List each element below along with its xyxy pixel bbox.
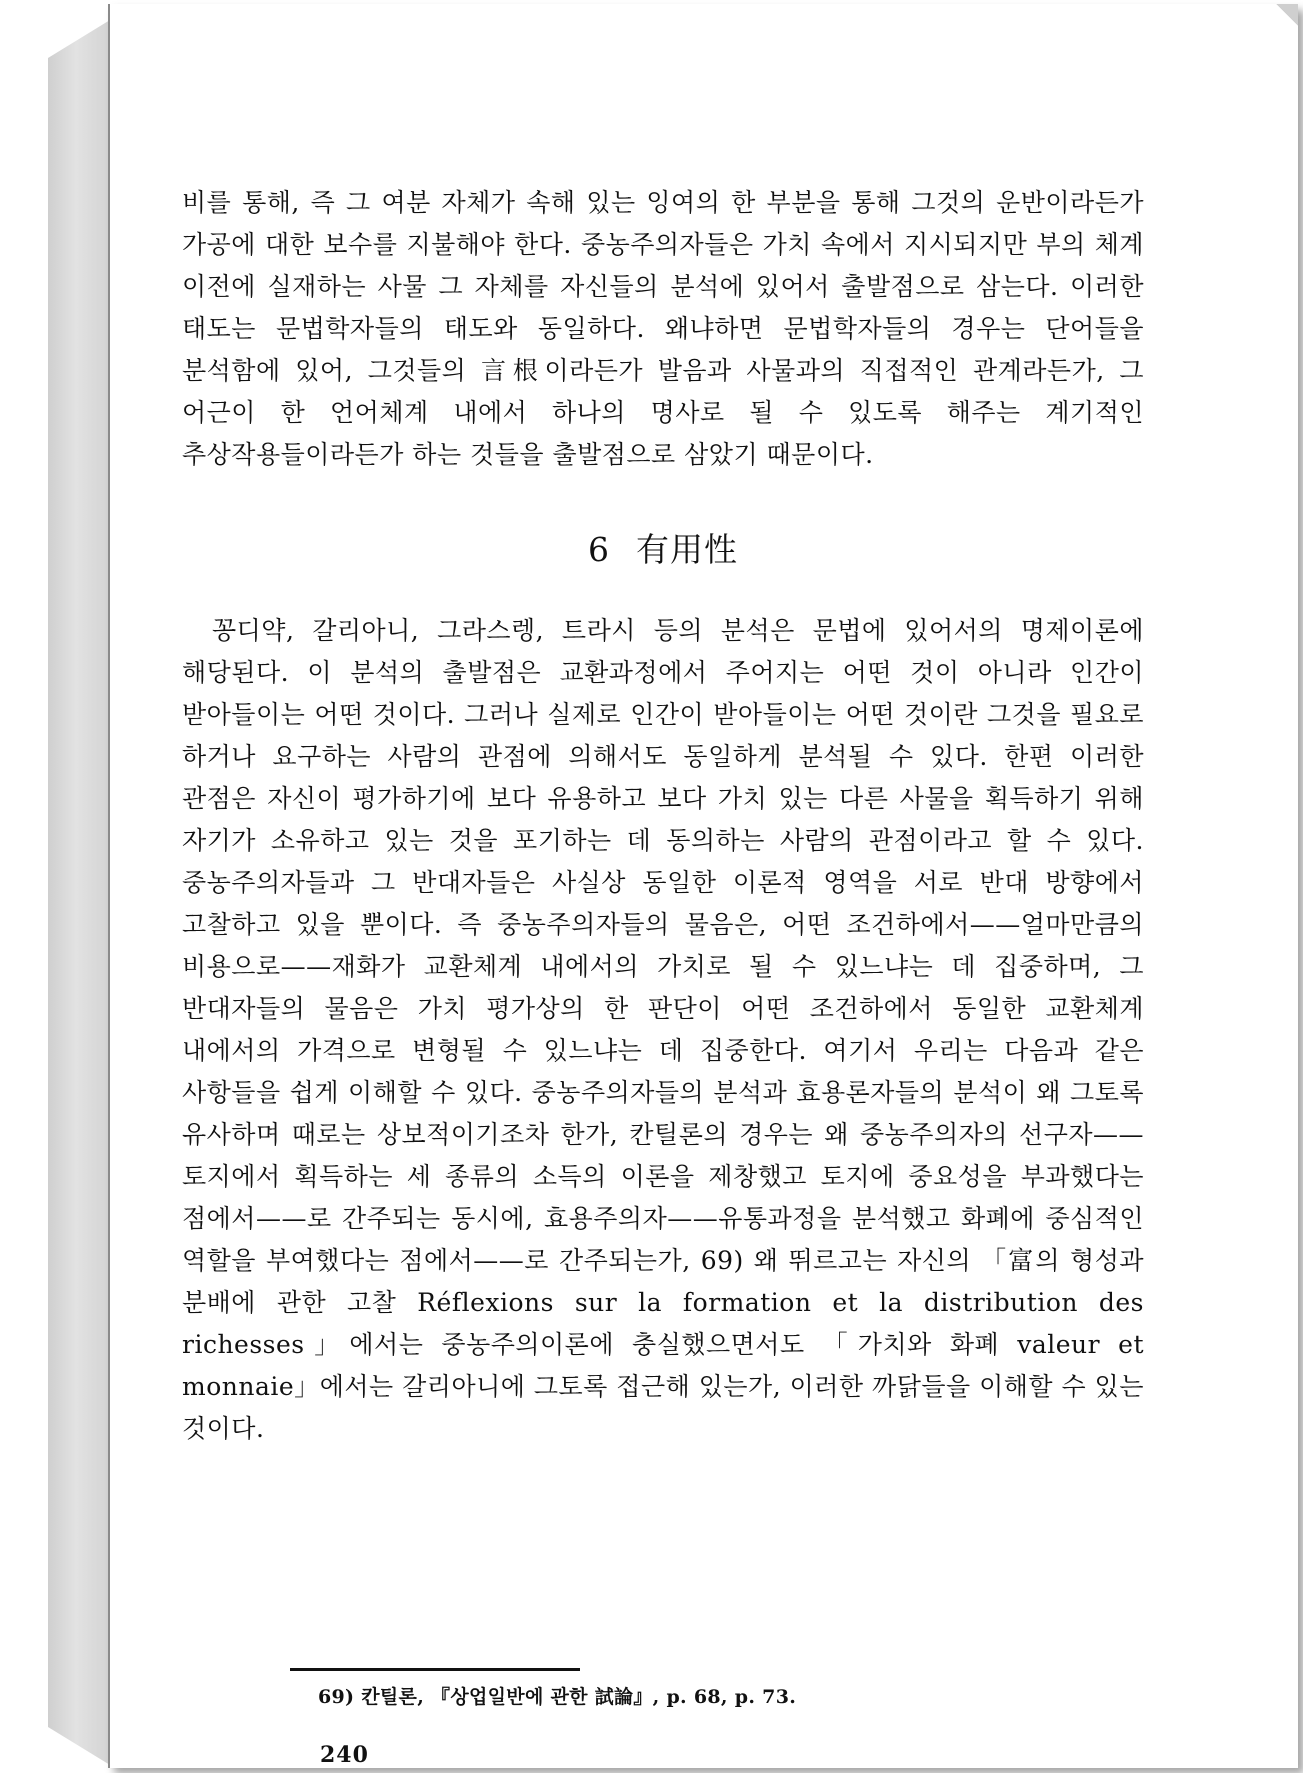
- section-heading: [182, 528, 1144, 572]
- footnote-rule: [290, 1668, 580, 1671]
- body-paragraph-1: 비를 통해, 즉 그 여분 자체가 속해 있는 잉여의 한 부분을 통해 그것의 운반이라든가 가공에 대한 보수를 지불해야 한다. 중농주의자들은 가치 속에서 지시되지만 부의 체계 이전에 실재하는 사물 그 자체를 자신들의 분석에 있어서 출발점으로 삼는다. 이러한 태도는 문법학자들의 태도와 동일하다. 왜냐하면 문법학자들의 경우는 단어들을 분석함에 있어, 그것들의 言根이라든가 발음과 사물과의 직접적인 관계라든가, 그 어근이 한 언어체계 내에서 하나의 명사로 될 수 있도록 해주는 계기적인 추상작용들이라든가 하는 것들을 출발점으로 삼았기 때문이다.: [182, 188, 1144, 469]
- page-corner: [1276, 4, 1298, 26]
- body-paragraph-2: 꽁디약, 갈리아니, 그라스렝, 트라시 등의 분석은 문법에 있어서의 명제이론에 해당된다. 이 분석의 출발점은 교환과정에서 주어지는 어떤 것이 아니라 인간이 받아들이는 어떤 것이다. 그러나 실제로 인간이 받아들이는 어떤 것이란 그것을 필요로 하거나 요구하는 사람의 관점에 의해서도 동일하게 분석될 수 있다. 한편 이러한 관점은 자신이 평가하기에 보다 유용하고 보다 가치 있는 다른 사물을 획득하기 위해 자기가 소유하고 있는 것을 포기하는 데 동의하는 사람의 관점이라고 할 수 있다. 중농주의자들과 그 반대자들은 사실상 동일한 이론적 영역을 서로 반대 방향에서 고찰하고 있을 뿐이다. 즉 중농주의자들의 물음은, 어떤 조건하에서——얼마만큼의 비용으로——재화가 교환체계 내에서의 가치로 될 수 있느냐는 데 집중하며, 그 반대자들의 물음은 가치 평가상의 한 판단이 어떤 조건하에서 동일한 교환체계 내에서의 가격으로 변형될 수 있느냐는 데 집중한다. 여기서 우리는 다음과 같은 사항들을 쉽게 이해할 수 있다. 중농주의자들의 분석과 효용론자들의 분석이 왜 그토록 유사하며 때로는 상보적이기조차 한가, 칸틸론의 경우는 왜 중농주의자의 선구자——토지에서 획득하는 세 종류의 소득의 이론을 제창했고 토지에 중요성을 부과했다는 점에서——로 간주되는 동시에, 효용주의자——유통과정을 분석했고 화폐에 중심적인 역할을 부여했다는 점에서——로 간주되는가, 69) 왜 뛰르고는 자신의 「富의 형성과 분배에 관한 고찰 Réflexions sur la formation et la distribution des richesses」에서는 중농주의이론에 충실했으면서도 「가치와 화폐 valeur et monnaie」에서는 갈리아니에 그토록 접근해 있는가, 이러한 까닭들을 이해할 수 있는 것이다.: [182, 616, 1144, 1443]
- footnote: 69) 칸틸론, 『상업일반에 관한 試論』, p. 68, p. 73.: [318, 1686, 797, 1708]
- book-spine: [48, 20, 110, 1765]
- page-number: 240: [320, 1742, 369, 1768]
- section-title: 有用性: [636, 530, 738, 569]
- section-number: 6: [588, 530, 610, 569]
